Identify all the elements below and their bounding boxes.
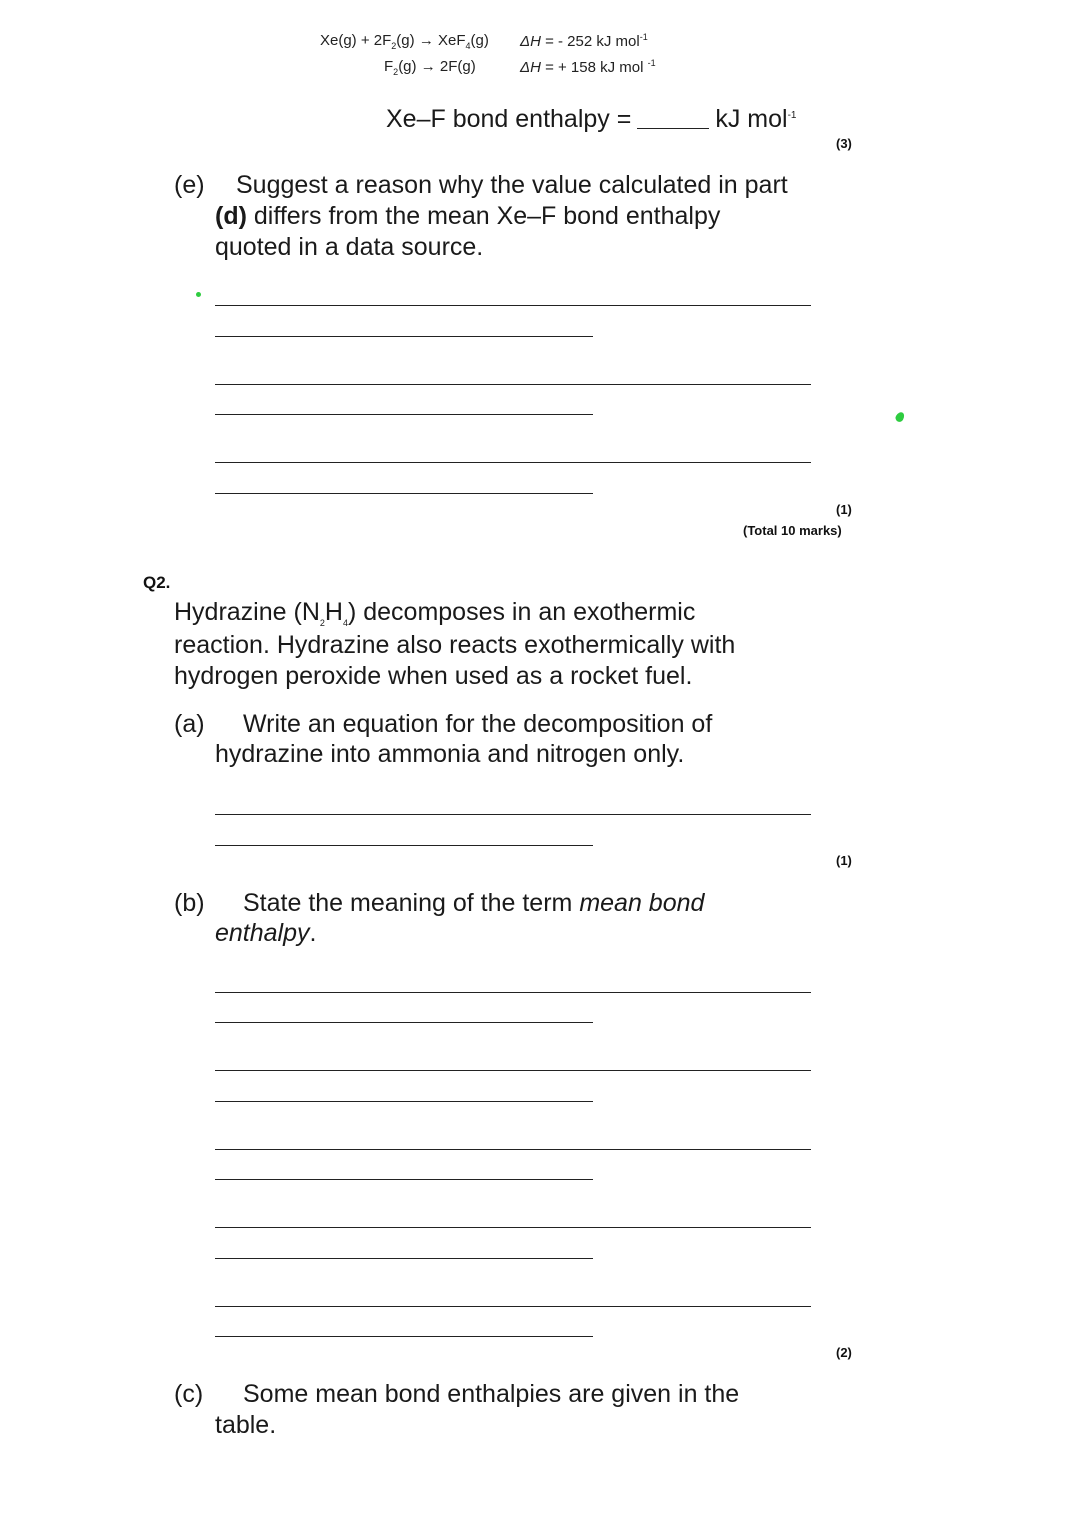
q2-part-a-line2: hydrazine into ammonia and nitrogen only. [215, 740, 685, 768]
answer-line[interactable] [215, 1179, 593, 1180]
green-mark [894, 411, 906, 424]
answer-line[interactable] [215, 1227, 811, 1228]
answer-line[interactable] [215, 462, 811, 463]
q2-part-a-label: (a) [174, 710, 205, 738]
arrow: → [418, 32, 434, 49]
question-number: Q2. [143, 573, 171, 592]
answer-line[interactable] [215, 305, 811, 306]
q2-part-b-label: (b) [174, 889, 205, 917]
marks-d: (3) [836, 136, 852, 151]
answer-line[interactable] [215, 493, 593, 494]
answer-line[interactable] [215, 1306, 811, 1307]
answer-line[interactable] [215, 1149, 811, 1150]
answer-line[interactable] [215, 1101, 593, 1102]
part-e-label: (e) [174, 171, 205, 199]
answer-line[interactable] [215, 336, 593, 337]
marks-q2a: (1) [836, 853, 852, 868]
q2-part-b-line2: enthalpy. [215, 919, 317, 947]
answer-line[interactable] [215, 845, 593, 846]
answer-line[interactable] [215, 384, 811, 385]
q2-part-a-line1: Write an equation for the decomposition of [243, 710, 713, 738]
q2-part-c-label: (c) [174, 1380, 204, 1408]
answer-line[interactable] [215, 1336, 593, 1337]
marks-total: (Total 10 marks) [743, 523, 842, 538]
green-dot [196, 292, 201, 297]
part-e-line2: (d) differs from the mean Xe–F bond enthalpy [215, 202, 721, 230]
arrow: → [420, 58, 436, 75]
marks-e: (1) [836, 502, 852, 517]
part-e-line1: Suggest a reason why the value calculated in part [236, 171, 788, 199]
answer-line[interactable] [215, 814, 811, 815]
marks-q2b: (2) [836, 1345, 852, 1360]
equation-1: $Xe(g) + 2F_2(g) \to XeF_4(g)$ [320, 32, 489, 51]
equation-2-enthalpy: ΔH = + 158 kJ mol $^{-1}$ [520, 58, 656, 76]
equation-2: $F_2(g) \to 2F(g)$ [384, 58, 476, 77]
answer-blank[interactable] [637, 106, 709, 129]
q2-part-c-line2: table. [215, 1411, 277, 1439]
part-e-line3: quoted in a data source. [215, 233, 484, 261]
equation-1-enthalpy: ΔH = - 252 kJ mol$^{-1}$ [520, 32, 648, 50]
answer-line[interactable] [215, 414, 593, 415]
answer-line[interactable] [215, 1022, 593, 1023]
answer-line[interactable] [215, 1070, 811, 1071]
q2-intro-line3: hydrogen peroxide when used as a rocket fuel. [174, 662, 693, 690]
q2-part-c-line1: Some mean bond enthalpies are given in the [243, 1380, 740, 1408]
q2-part-b-line1: State the meaning of the term mean bond [243, 889, 705, 917]
answer-line[interactable] [215, 1258, 593, 1259]
answer-line[interactable] [215, 992, 811, 993]
bond-enthalpy-answer: Xe–F bond enthalpy = kJ mol$^{-1}$ [386, 105, 797, 133]
q2-intro-line1: Hydrazine $(N_2H_4)$ decomposes in an exothermic [174, 598, 696, 628]
q2-intro-line2: reaction. Hydrazine also reacts exothermically with [174, 631, 736, 659]
